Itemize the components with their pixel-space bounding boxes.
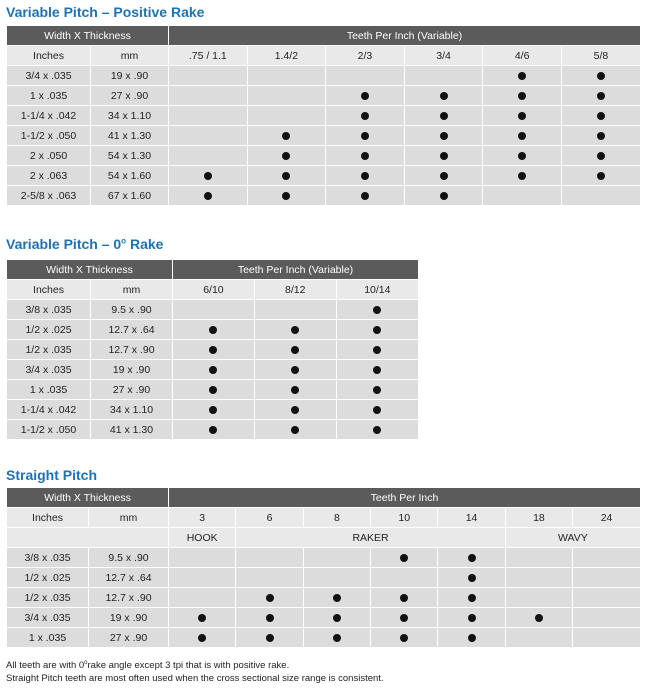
availability-dot-icon bbox=[361, 172, 369, 180]
size-inches: 3/4 x .035 bbox=[7, 66, 91, 86]
availability-cell bbox=[254, 300, 336, 320]
size-inches: 2 x .050 bbox=[7, 146, 91, 166]
table-row bbox=[7, 126, 641, 146]
availability-cell bbox=[561, 186, 640, 206]
availability-dot-icon bbox=[209, 426, 217, 434]
availability-cell bbox=[573, 608, 640, 628]
availability-dot-icon bbox=[209, 366, 217, 374]
group-header-width-thickness: Width X Thickness bbox=[7, 26, 169, 46]
availability-dot-icon bbox=[291, 386, 299, 394]
availability-cell bbox=[573, 628, 640, 648]
group-header-width-thickness: Width X Thickness bbox=[7, 260, 173, 280]
size-mm: 67 x 1.60 bbox=[91, 186, 169, 206]
availability-cell bbox=[247, 146, 326, 166]
table-row bbox=[7, 360, 419, 380]
size-inches: 1 x .035 bbox=[7, 86, 91, 106]
size-mm: 41 x 1.30 bbox=[91, 420, 173, 440]
straight-pitch-table bbox=[6, 487, 640, 647]
availability-dot-icon bbox=[518, 152, 526, 160]
column-header-tpi: 6 bbox=[236, 508, 303, 528]
availability-dot-icon bbox=[597, 132, 605, 140]
table-header-row bbox=[7, 26, 641, 46]
availability-cell bbox=[505, 568, 572, 588]
size-mm: 27 x .90 bbox=[91, 380, 173, 400]
column-header-mm: mm bbox=[91, 46, 169, 66]
table-row bbox=[7, 300, 419, 320]
availability-dot-icon bbox=[266, 634, 274, 642]
table-header-row bbox=[7, 260, 419, 280]
availability-cell bbox=[483, 186, 562, 206]
variable-pitch-positive-rake-table bbox=[6, 25, 640, 205]
column-header-mm: mm bbox=[91, 280, 173, 300]
size-mm: 19 x .90 bbox=[89, 608, 169, 628]
size-inches: 2-5/8 x .063 bbox=[7, 186, 91, 206]
availability-cell bbox=[247, 186, 326, 206]
availability-cell bbox=[169, 628, 236, 648]
column-header-tpi: 24 bbox=[573, 508, 640, 528]
availability-dot-icon bbox=[400, 594, 408, 602]
availability-dot-icon bbox=[468, 554, 476, 562]
availability-cell bbox=[438, 548, 505, 568]
availability-cell bbox=[336, 420, 418, 440]
footnote-straight-pitch: Straight Pitch teeth are most often used when the cross sectional size range is consistent. bbox=[6, 673, 384, 684]
availability-dot-icon bbox=[333, 594, 341, 602]
column-header-tpi: 4/6 bbox=[483, 46, 562, 66]
availability-cell bbox=[561, 66, 640, 86]
availability-cell bbox=[371, 588, 438, 608]
column-header-tpi: .75 / 1.1 bbox=[169, 46, 248, 66]
availability-cell bbox=[561, 126, 640, 146]
availability-dot-icon bbox=[597, 172, 605, 180]
availability-dot-icon bbox=[373, 306, 381, 314]
availability-cell bbox=[236, 628, 303, 648]
size-mm: 12.7 x .64 bbox=[91, 320, 173, 340]
table-row bbox=[7, 548, 641, 568]
availability-dot-icon bbox=[373, 366, 381, 374]
tooth-form-label: HOOK bbox=[169, 528, 236, 548]
availability-dot-icon bbox=[440, 132, 448, 140]
column-header-inches: Inches bbox=[7, 508, 89, 528]
availability-cell bbox=[173, 360, 255, 380]
availability-cell bbox=[303, 608, 370, 628]
availability-cell bbox=[326, 106, 405, 126]
availability-cell bbox=[254, 360, 336, 380]
group-header-teeth-per-inch: Teeth Per Inch (Variable) bbox=[169, 26, 640, 46]
table-subheader-row bbox=[7, 508, 641, 528]
availability-dot-icon bbox=[333, 634, 341, 642]
column-header-tpi: 10/14 bbox=[336, 280, 418, 300]
availability-cell bbox=[254, 380, 336, 400]
availability-dot-icon bbox=[597, 92, 605, 100]
availability-cell bbox=[483, 166, 562, 186]
size-inches: 1-1/4 x .042 bbox=[7, 106, 91, 126]
group-header-width-thickness: Width X Thickness bbox=[7, 488, 169, 508]
size-inches: 1/2 x .025 bbox=[7, 568, 89, 588]
availability-cell bbox=[336, 380, 418, 400]
table-row bbox=[7, 400, 419, 420]
availability-dot-icon bbox=[204, 192, 212, 200]
availability-cell bbox=[438, 628, 505, 648]
availability-dot-icon bbox=[361, 132, 369, 140]
size-inches: 1-1/4 x .042 bbox=[7, 400, 91, 420]
availability-cell bbox=[173, 380, 255, 400]
availability-dot-icon bbox=[333, 614, 341, 622]
table-row bbox=[7, 66, 641, 86]
group-header-teeth-per-inch: Teeth Per Inch bbox=[169, 488, 640, 508]
availability-dot-icon bbox=[361, 152, 369, 160]
availability-cell bbox=[326, 146, 405, 166]
availability-cell bbox=[169, 166, 248, 186]
availability-dot-icon bbox=[468, 574, 476, 582]
size-mm: 9.5 x .90 bbox=[89, 548, 169, 568]
availability-dot-icon bbox=[209, 326, 217, 334]
availability-cell bbox=[169, 568, 236, 588]
availability-dot-icon bbox=[373, 326, 381, 334]
availability-dot-icon bbox=[266, 594, 274, 602]
column-header-tpi: 5/8 bbox=[561, 46, 640, 66]
availability-cell bbox=[169, 548, 236, 568]
size-mm: 12.7 x .64 bbox=[89, 568, 169, 588]
availability-cell bbox=[438, 588, 505, 608]
availability-dot-icon bbox=[361, 192, 369, 200]
availability-dot-icon bbox=[440, 152, 448, 160]
column-header-tpi: 10 bbox=[371, 508, 438, 528]
tooth-form-row bbox=[7, 528, 641, 548]
availability-cell bbox=[173, 340, 255, 360]
availability-cell bbox=[247, 106, 326, 126]
availability-cell bbox=[326, 66, 405, 86]
variable-pitch-zero-rake-table bbox=[6, 259, 418, 439]
availability-dot-icon bbox=[282, 132, 290, 140]
table-row bbox=[7, 420, 419, 440]
availability-dot-icon bbox=[373, 386, 381, 394]
availability-dot-icon bbox=[440, 192, 448, 200]
size-mm: 54 x 1.60 bbox=[91, 166, 169, 186]
availability-cell bbox=[561, 106, 640, 126]
tooth-form-label: RAKER bbox=[236, 528, 505, 548]
table-row bbox=[7, 86, 641, 106]
availability-cell bbox=[483, 146, 562, 166]
availability-dot-icon bbox=[535, 614, 543, 622]
availability-cell bbox=[236, 588, 303, 608]
availability-cell bbox=[404, 166, 483, 186]
availability-cell bbox=[303, 568, 370, 588]
size-inches: 1/2 x .025 bbox=[7, 320, 91, 340]
availability-dot-icon bbox=[291, 426, 299, 434]
availability-dot-icon bbox=[373, 346, 381, 354]
column-header-tpi: 6/10 bbox=[173, 280, 255, 300]
availability-cell bbox=[173, 400, 255, 420]
column-header-tpi: 1.4/2 bbox=[247, 46, 326, 66]
availability-cell bbox=[303, 548, 370, 568]
availability-cell bbox=[326, 126, 405, 146]
size-mm: 54 x 1.30 bbox=[91, 146, 169, 166]
availability-dot-icon bbox=[373, 406, 381, 414]
group-header-teeth-per-inch: Teeth Per Inch (Variable) bbox=[173, 260, 418, 280]
availability-cell bbox=[505, 608, 572, 628]
size-inches: 3/8 x .035 bbox=[7, 300, 91, 320]
availability-cell bbox=[371, 608, 438, 628]
availability-dot-icon bbox=[373, 426, 381, 434]
availability-cell bbox=[254, 340, 336, 360]
table-header-row bbox=[7, 488, 641, 508]
size-mm: 12.7 x .90 bbox=[91, 340, 173, 360]
availability-cell bbox=[169, 126, 248, 146]
size-mm: 34 x 1.10 bbox=[91, 400, 173, 420]
availability-dot-icon bbox=[291, 346, 299, 354]
table-subheader-row bbox=[7, 46, 641, 66]
section-title: Variable Pitch – 0$^o$ Rake bbox=[6, 236, 164, 252]
availability-cell bbox=[404, 146, 483, 166]
availability-cell bbox=[404, 106, 483, 126]
availability-cell bbox=[169, 86, 248, 106]
availability-cell bbox=[326, 166, 405, 186]
column-header-tpi: 2/3 bbox=[326, 46, 405, 66]
size-inches: 1 x .035 bbox=[7, 380, 91, 400]
availability-cell bbox=[573, 548, 640, 568]
availability-cell bbox=[254, 320, 336, 340]
footnote-rake-angle: All teeth are with 0$^o$rake angle except 3 tpi that is with positive rake. bbox=[6, 660, 290, 672]
availability-cell bbox=[169, 146, 248, 166]
column-header-tpi: 14 bbox=[438, 508, 505, 528]
availability-dot-icon bbox=[518, 132, 526, 140]
availability-cell bbox=[236, 608, 303, 628]
size-inches: 3/8 x .035 bbox=[7, 548, 89, 568]
availability-dot-icon bbox=[518, 92, 526, 100]
availability-dot-icon bbox=[282, 152, 290, 160]
availability-cell bbox=[303, 588, 370, 608]
availability-cell bbox=[505, 588, 572, 608]
availability-dot-icon bbox=[597, 152, 605, 160]
size-inches: 2 x .063 bbox=[7, 166, 91, 186]
availability-cell bbox=[254, 400, 336, 420]
table-row bbox=[7, 106, 641, 126]
availability-cell bbox=[169, 186, 248, 206]
availability-cell bbox=[404, 126, 483, 146]
size-inches: 3/4 x .035 bbox=[7, 608, 89, 628]
availability-cell bbox=[561, 166, 640, 186]
availability-cell bbox=[169, 588, 236, 608]
table-row bbox=[7, 146, 641, 166]
availability-cell bbox=[336, 340, 418, 360]
column-header-tpi: 8/12 bbox=[254, 280, 336, 300]
availability-dot-icon bbox=[468, 614, 476, 622]
availability-dot-icon bbox=[400, 634, 408, 642]
table-row bbox=[7, 320, 419, 340]
size-inches: 1-1/2 x .050 bbox=[7, 420, 91, 440]
availability-dot-icon bbox=[400, 614, 408, 622]
availability-cell bbox=[483, 66, 562, 86]
availability-dot-icon bbox=[291, 326, 299, 334]
availability-dot-icon bbox=[518, 72, 526, 80]
size-inches: 1/2 x .035 bbox=[7, 340, 91, 360]
availability-cell bbox=[336, 320, 418, 340]
tooth-form-label: WAVY bbox=[505, 528, 640, 548]
availability-cell bbox=[236, 548, 303, 568]
availability-dot-icon bbox=[209, 346, 217, 354]
size-inches: 3/4 x .035 bbox=[7, 360, 91, 380]
availability-dot-icon bbox=[291, 406, 299, 414]
availability-cell bbox=[371, 568, 438, 588]
section-title: Straight Pitch bbox=[6, 467, 98, 483]
availability-cell bbox=[173, 420, 255, 440]
availability-cell bbox=[483, 106, 562, 126]
availability-cell bbox=[236, 568, 303, 588]
availability-dot-icon bbox=[282, 192, 290, 200]
table-row bbox=[7, 568, 641, 588]
size-mm: 9.5 x .90 bbox=[91, 300, 173, 320]
tooth-form-blank bbox=[7, 528, 169, 548]
column-header-tpi: 8 bbox=[303, 508, 370, 528]
availability-cell bbox=[371, 548, 438, 568]
availability-cell bbox=[173, 320, 255, 340]
availability-dot-icon bbox=[468, 594, 476, 602]
availability-cell bbox=[371, 628, 438, 648]
availability-cell bbox=[561, 146, 640, 166]
availability-dot-icon bbox=[282, 172, 290, 180]
availability-cell bbox=[404, 66, 483, 86]
availability-dot-icon bbox=[209, 406, 217, 414]
availability-cell bbox=[561, 86, 640, 106]
availability-cell bbox=[438, 568, 505, 588]
column-header-inches: Inches bbox=[7, 46, 91, 66]
availability-cell bbox=[336, 400, 418, 420]
availability-cell bbox=[404, 186, 483, 206]
table-row bbox=[7, 380, 419, 400]
availability-cell bbox=[404, 86, 483, 106]
availability-cell bbox=[326, 86, 405, 106]
availability-cell bbox=[483, 126, 562, 146]
size-mm: 27 x .90 bbox=[89, 628, 169, 648]
table-row bbox=[7, 186, 641, 206]
availability-cell bbox=[573, 568, 640, 588]
availability-dot-icon bbox=[440, 172, 448, 180]
availability-dot-icon bbox=[518, 172, 526, 180]
table-row bbox=[7, 340, 419, 360]
availability-cell bbox=[336, 360, 418, 380]
availability-dot-icon bbox=[198, 634, 206, 642]
availability-cell bbox=[438, 608, 505, 628]
availability-cell bbox=[247, 166, 326, 186]
size-inches: 1 x .035 bbox=[7, 628, 89, 648]
availability-dot-icon bbox=[291, 366, 299, 374]
availability-cell bbox=[169, 608, 236, 628]
size-mm: 19 x .90 bbox=[91, 360, 173, 380]
availability-dot-icon bbox=[400, 554, 408, 562]
availability-cell bbox=[169, 106, 248, 126]
table-row bbox=[7, 608, 641, 628]
availability-cell bbox=[254, 420, 336, 440]
availability-cell bbox=[483, 86, 562, 106]
size-mm: 12.7 x .90 bbox=[89, 588, 169, 608]
size-mm: 27 x .90 bbox=[91, 86, 169, 106]
availability-cell bbox=[505, 628, 572, 648]
size-inches: 1/2 x .035 bbox=[7, 588, 89, 608]
size-mm: 19 x .90 bbox=[91, 66, 169, 86]
availability-dot-icon bbox=[440, 112, 448, 120]
availability-cell bbox=[247, 86, 326, 106]
column-header-mm: mm bbox=[89, 508, 169, 528]
size-mm: 41 x 1.30 bbox=[91, 126, 169, 146]
table-row bbox=[7, 588, 641, 608]
availability-dot-icon bbox=[440, 92, 448, 100]
column-header-tpi: 18 bbox=[505, 508, 572, 528]
column-header-tpi: 3 bbox=[169, 508, 236, 528]
availability-dot-icon bbox=[468, 634, 476, 642]
availability-dot-icon bbox=[198, 614, 206, 622]
size-inches: 1-1/2 x .050 bbox=[7, 126, 91, 146]
availability-cell bbox=[303, 628, 370, 648]
availability-dot-icon bbox=[597, 72, 605, 80]
availability-cell bbox=[573, 588, 640, 608]
availability-cell bbox=[169, 66, 248, 86]
table-subheader-row bbox=[7, 280, 419, 300]
availability-cell bbox=[173, 300, 255, 320]
column-header-tpi: 3/4 bbox=[404, 46, 483, 66]
table-row bbox=[7, 166, 641, 186]
availability-dot-icon bbox=[209, 386, 217, 394]
availability-cell bbox=[247, 126, 326, 146]
availability-dot-icon bbox=[266, 614, 274, 622]
availability-dot-icon bbox=[518, 112, 526, 120]
availability-dot-icon bbox=[361, 92, 369, 100]
availability-cell bbox=[326, 186, 405, 206]
availability-cell bbox=[336, 300, 418, 320]
section-title: Variable Pitch – Positive Rake bbox=[6, 4, 205, 20]
column-header-inches: Inches bbox=[7, 280, 91, 300]
availability-dot-icon bbox=[597, 112, 605, 120]
size-mm: 34 x 1.10 bbox=[91, 106, 169, 126]
table-row bbox=[7, 628, 641, 648]
availability-dot-icon bbox=[361, 112, 369, 120]
availability-cell bbox=[247, 66, 326, 86]
availability-dot-icon bbox=[204, 172, 212, 180]
availability-cell bbox=[505, 548, 572, 568]
